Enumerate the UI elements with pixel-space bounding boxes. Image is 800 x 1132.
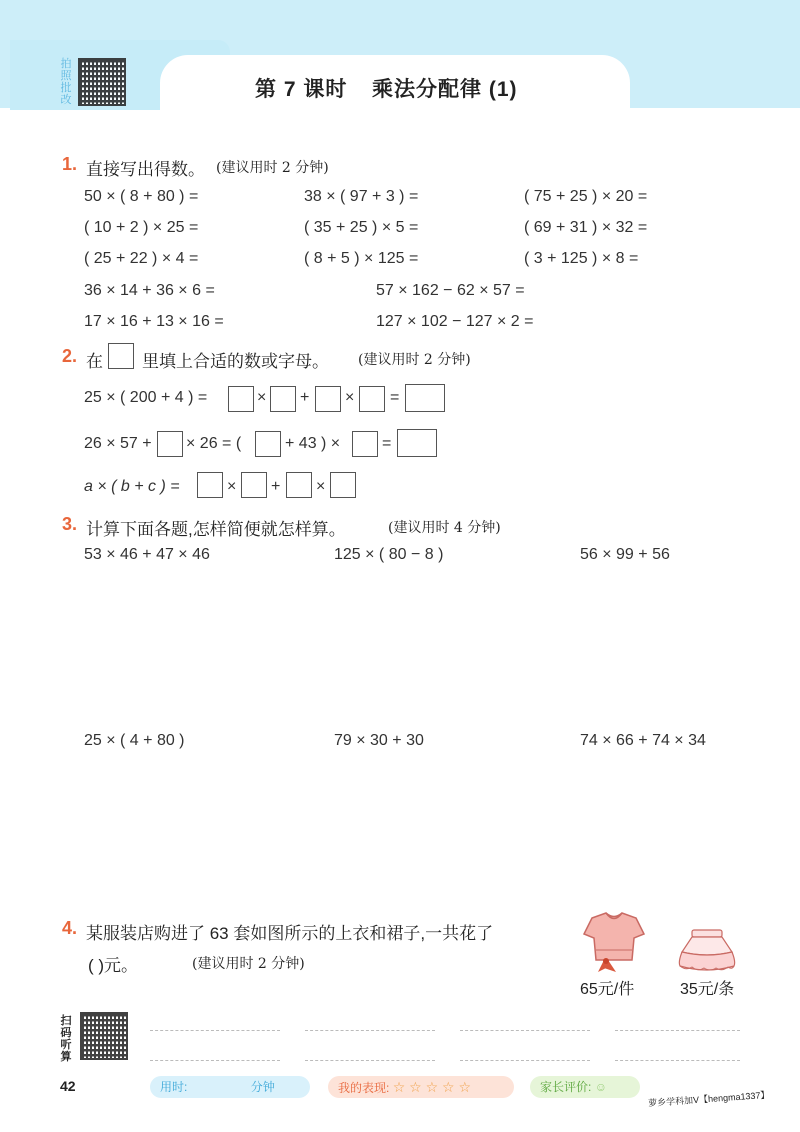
- q3-item: 125 × ( 80 − 8 ): [334, 546, 444, 563]
- answer-box[interactable]: [352, 431, 378, 457]
- q3-number: 3.: [62, 514, 78, 534]
- answer-box[interactable]: [241, 472, 267, 498]
- q1-item: 57 × 162 − 62 × 57 =: [376, 282, 525, 299]
- dotted-line: [305, 1060, 435, 1061]
- time-used-pill: [150, 1076, 310, 1098]
- q1-item: ( 69 + 31 ) × 32 =: [524, 219, 648, 236]
- q4-number: 4.: [62, 918, 78, 938]
- q3-item: 25 × ( 4 + 80 ): [84, 732, 185, 749]
- q3-item: 74 × 66 + 74 × 34: [580, 732, 706, 749]
- qr-code-top[interactable]: [78, 58, 126, 106]
- dotted-line: [305, 1030, 435, 1031]
- q1-item: 17 × 16 + 13 × 16 =: [84, 313, 224, 330]
- q2-row2-mid: × 26 = (: [186, 435, 242, 452]
- q2-row2-expr: 26 × 57 +: [84, 435, 152, 452]
- op-times: ×: [227, 478, 237, 495]
- op-plus: +: [300, 389, 310, 406]
- page-title: 乘法分配律 (1): [372, 78, 518, 101]
- q3-text: 计算下面各题,怎样简便就怎样算。: [86, 520, 346, 539]
- parent-eval-pill: [530, 1076, 640, 1098]
- q1-item: 127 × 102 − 127 × 2 =: [376, 313, 534, 330]
- q3-hint: (建议用时 4 分钟): [388, 520, 501, 536]
- q1-item: ( 3 + 125 ) × 8 =: [524, 250, 639, 267]
- q1-number: 1.: [62, 154, 78, 174]
- qr-code-bottom[interactable]: [80, 1012, 128, 1060]
- q1-item: 36 × 14 + 36 × 6 =: [84, 282, 215, 299]
- q2-row3-expr: a × ( b + c ) =: [84, 478, 180, 495]
- q2-text-a: 在: [86, 352, 103, 371]
- q1-item: ( 35 + 25 ) × 5 =: [304, 219, 419, 236]
- answer-box[interactable]: [157, 431, 183, 457]
- lesson-number: 第 7 课时: [255, 78, 348, 101]
- q2-text-b: 里填上合适的数或字母。: [142, 352, 329, 371]
- op-times: ×: [345, 389, 355, 406]
- dotted-line: [460, 1030, 590, 1031]
- q2-number: 2.: [62, 346, 78, 366]
- dotted-line: [615, 1030, 740, 1031]
- op-equals: =: [390, 389, 400, 406]
- q2-hint: (建议用时 2 分钟): [358, 352, 471, 368]
- q1-item: ( 10 + 2 ) × 25 =: [84, 219, 199, 236]
- q3-item: 79 × 30 + 30: [334, 732, 424, 749]
- q1-hint: (建议用时 2 分钟): [216, 160, 329, 176]
- answer-box[interactable]: [197, 472, 223, 498]
- q4-hint: (建议用时 2 分钟): [192, 956, 305, 972]
- q2-example-box: [108, 343, 134, 369]
- q2-row2-tail: + 43 ) ×: [285, 435, 341, 452]
- answer-box-wide[interactable]: [397, 429, 437, 457]
- q4-text: 某服装店购进了 63 套如图所示的上衣和裙子,一共花了: [86, 924, 494, 943]
- q3-item: 56 × 99 + 56: [580, 546, 670, 563]
- q1-item: ( 8 + 5 ) × 125 =: [304, 250, 419, 267]
- q1-text: 直接写出得数。: [86, 160, 205, 179]
- smiley-icon[interactable]: ☺: [594, 1080, 607, 1094]
- skirt-image: [676, 928, 738, 974]
- op-times: ×: [316, 478, 326, 495]
- performance-label: 我的表现:: [338, 1081, 390, 1095]
- answer-box[interactable]: [270, 386, 296, 412]
- q1-item: ( 75 + 25 ) × 20 =: [524, 188, 648, 205]
- answer-box[interactable]: [359, 386, 385, 412]
- answer-box[interactable]: [255, 431, 281, 457]
- answer-box[interactable]: [286, 472, 312, 498]
- q1-item: 38 × ( 97 + 3 ) =: [304, 188, 419, 205]
- photo-grade-label: 拍照批改: [60, 58, 72, 106]
- parent-eval-label: 家长评价:: [540, 1080, 592, 1094]
- dotted-line: [615, 1060, 740, 1061]
- performance-pill: [328, 1076, 514, 1098]
- q1-item: ( 25 + 22 ) × 4 =: [84, 250, 199, 267]
- page-number: 42: [60, 1078, 76, 1094]
- op-equals: =: [382, 435, 392, 452]
- answer-box-wide[interactable]: [405, 384, 445, 412]
- q4-blank[interactable]: ( )元。: [88, 956, 139, 975]
- watermark: 萝乡学科加V【hengma1337】: [647, 1089, 770, 1109]
- dotted-line: [150, 1060, 280, 1061]
- dotted-line: [460, 1060, 590, 1061]
- dotted-line: [150, 1030, 280, 1031]
- time-label: 用时:: [160, 1080, 188, 1094]
- answer-box[interactable]: [315, 386, 341, 412]
- q2-row1-expr: 25 × ( 200 + 4 ) =: [84, 389, 208, 406]
- q3-item: 53 × 46 + 47 × 46: [84, 546, 210, 563]
- scan-listen-label: 扫码听算: [60, 1015, 72, 1063]
- shirt-price: 65元/件: [580, 981, 635, 998]
- op-times: ×: [257, 389, 267, 406]
- skirt-price: 35元/条: [680, 981, 735, 998]
- op-plus: +: [271, 478, 281, 495]
- answer-box[interactable]: [228, 386, 254, 412]
- rating-stars[interactable]: ☆ ☆ ☆ ☆ ☆: [392, 1079, 471, 1095]
- answer-box[interactable]: [330, 472, 356, 498]
- q1-item: 50 × ( 8 + 80 ) =: [84, 188, 199, 205]
- time-unit: 分钟: [250, 1080, 275, 1094]
- shirt-image: [582, 910, 646, 976]
